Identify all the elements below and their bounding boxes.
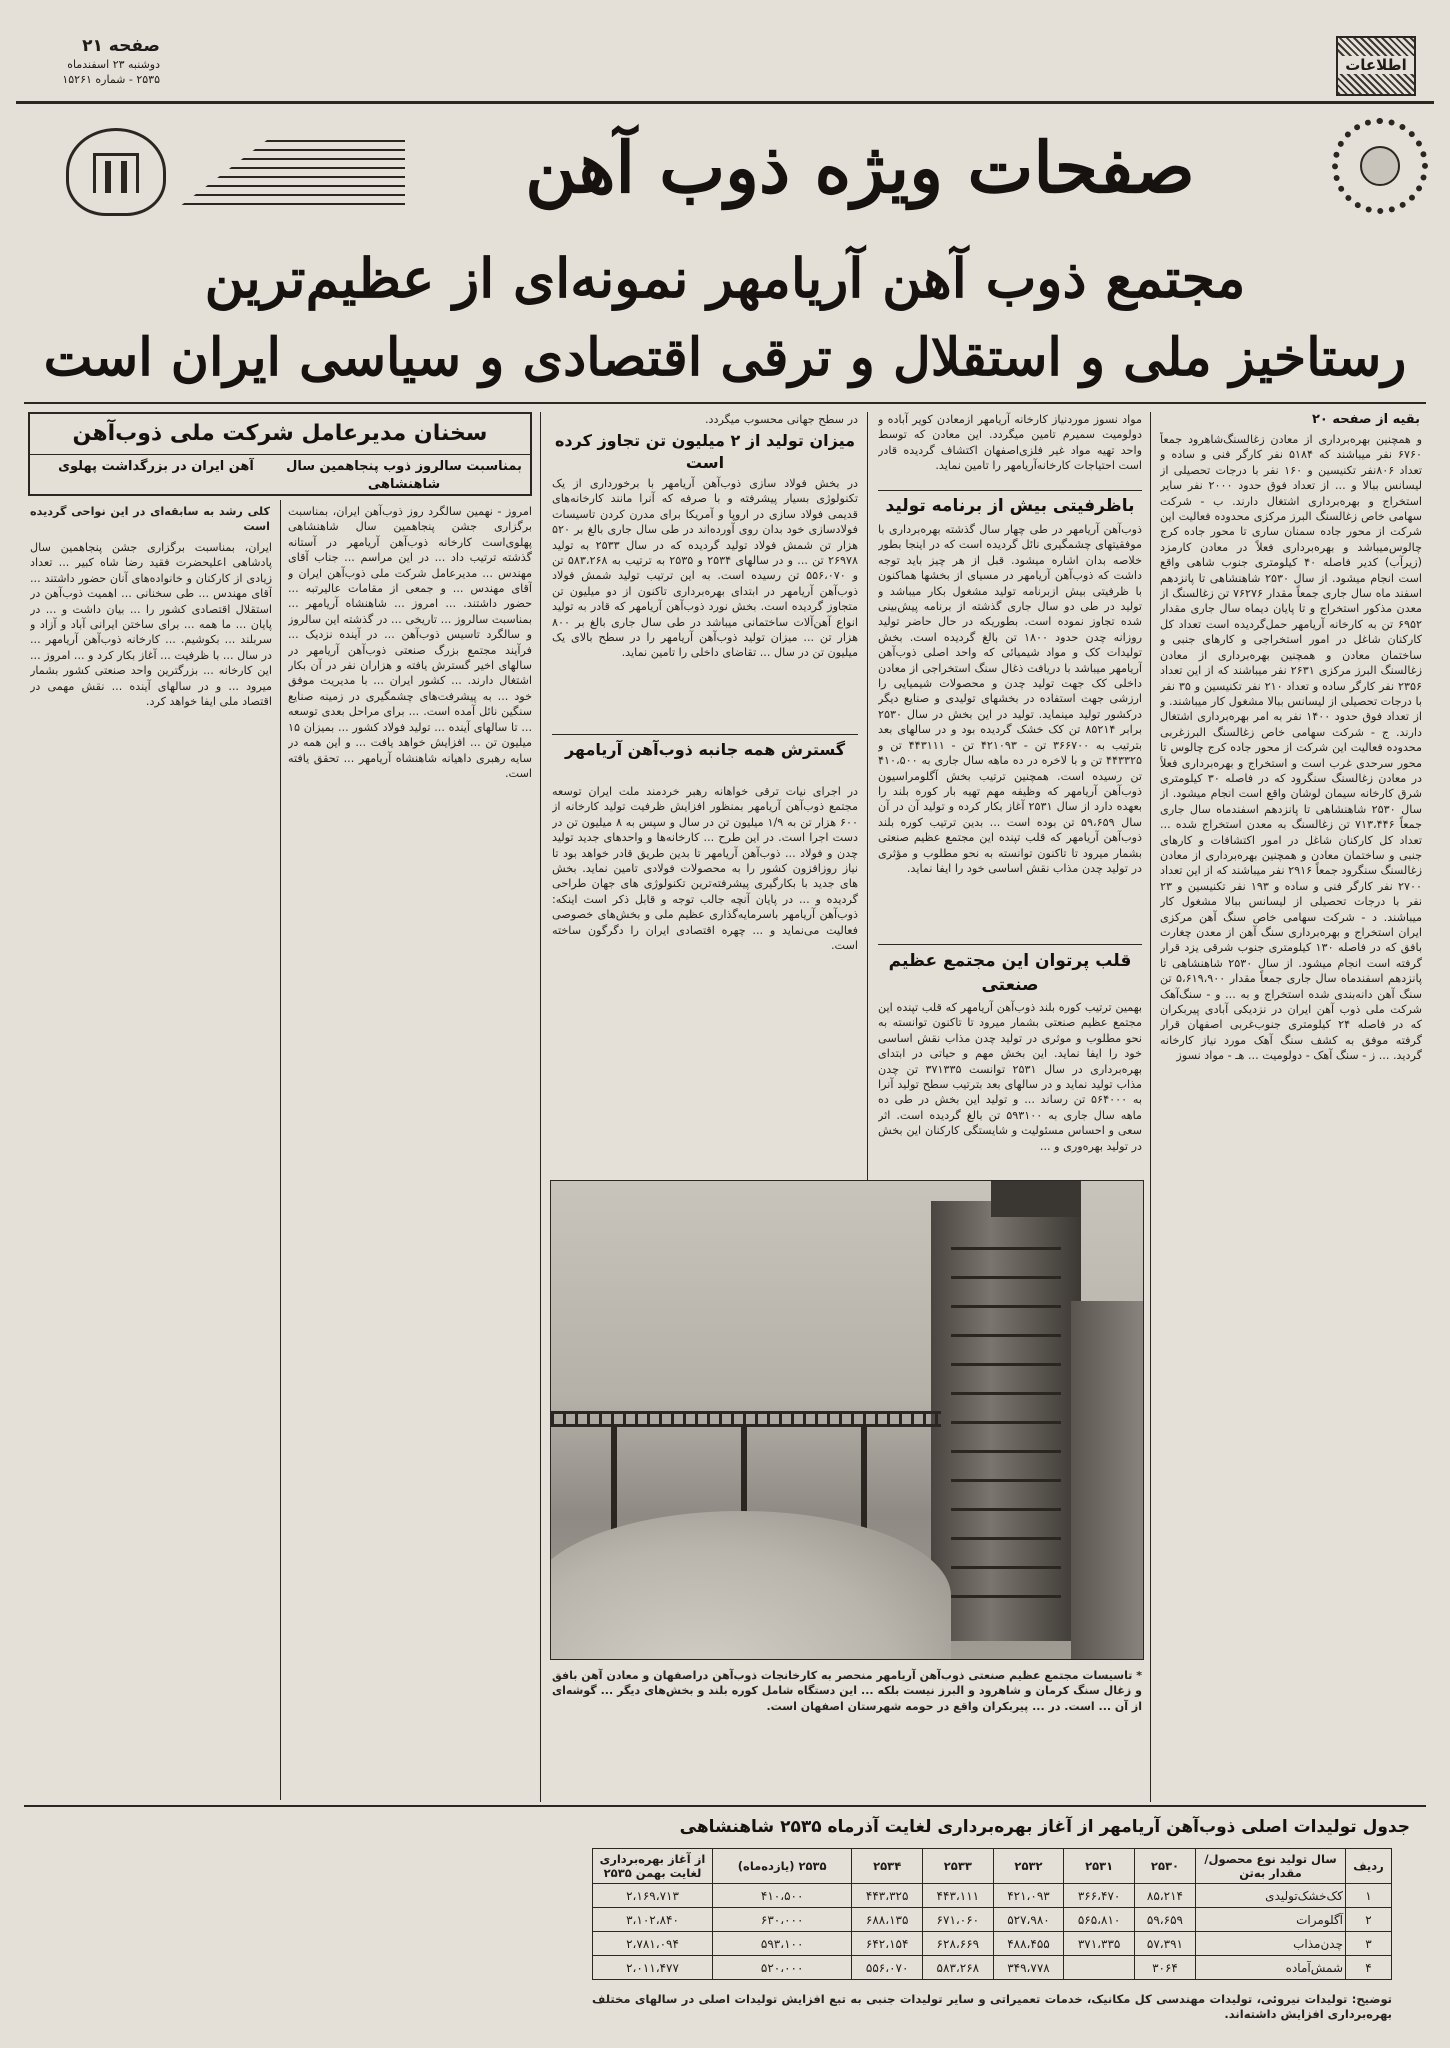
heading-expansion: گسترش همه جانبه ذوب‌آهن آریامهر (552, 734, 858, 761)
headline-line-2: رستاخیز ملی و استقلال و ترقی اقتصادی و سیاسی ایران است (43, 327, 1407, 388)
cell-2534: ۴۴۳،۳۲۵ (852, 1884, 923, 1908)
interview-body-left: ایران، بمناسبت برگزاری جشن پنجاهمین سال پادشاهی اعلیحضرت فقید رضا شاه کبیر ... تعداد زیادی از کارکنان و خانواده‌های آنان حضور داشتند ... آقای مهندس ... طی سخنانی ... اهمیت ذوب‌آهن در استقلال اقتصادی کشور را ... بیان داشت و ... در پایان ... ما همه ... برای ساختن ایرانی آباد و آزاد و سربلند ... بکوشیم. ... کارخانه ذوب‌آهن آریامهر ... در سال ... با ظرفیت ... آغاز بکار کرد و ... امروز ... این کارخانه ... بزرگترین واحد صنعتی کشور بشمار میرود ... و در سالهای آینده ... نقش مهمی در اقتصاد ملی ایفا خواهد کرد. (30, 541, 272, 709)
table-top-rule (24, 1805, 1426, 1807)
cell-total: ۲،۱۶۹،۷۱۳ (593, 1884, 713, 1908)
heading-blast-furnace: قلب پرتوان این مجتمع عظیم صنعتی (878, 944, 1142, 997)
col-header-product: سال تولید نوع محصول/مقدار به‌تن (1196, 1849, 1346, 1884)
col-header-2530: ۲۵۳۰ (1134, 1849, 1195, 1884)
cell-product: چدن‌مذاب (1196, 1932, 1346, 1956)
article-steel-body: در بخش فولاد سازی ذوب‌آهن آریامهر با برخورداری از یک تکنولوژی بسیار پیشرفته و با صرفه که آنرا مانند کارخانه‌های قدیمی فولاد سازی در اروپا و آمریکا برای مدرن کردن تاسیسات فولادسازی خود بدان روی آورده‌اند در طی سال جاری بالغ بر ۵۲۰ هزار تن شمش فولاد تولید گردیده که در سال ۲۵۳۳ به تولید ۲۶۹۷۸ تن ... و در سالهای ۲۵۳۴ و ۲۵۳۵ به ترتیب به ۵۸۳،۲۶۸ تن و ۵۵۶،۰۷۰ تن رسیده است. به این ترتیب تولید شمش فولاد ذوب‌آهن آریامهر در ابتدای بهره‌برداری تاکنون از دو میلیون تن متجاوز گردیده است. بخش نورد ذوب‌آهن آریامهر که قادر به تولید انواع آهن‌آلات ساختمانی میباشد در طی سال جاری بالغ بر ۸۰۰ هزار تن ... میزان تولید ذوب‌آهن آریامهر را در سطح بالای یک میلیون تن در سال ... تقاضای داخلی را تامین نماید. (552, 477, 858, 660)
production-table-footnote: توضیح: تولیدات نیروئی، تولیدات مهندسی کل مکانیک، خدمات تعمیراتی و سایر تولیدات جنبی به تبع افزایش تولیدات اصلی در سالهای مختلف بهره‌برداری افزایش داشته‌اند. (592, 1992, 1392, 2022)
table-row (593, 1908, 1392, 1932)
production-table-wrap (592, 1848, 1392, 1980)
issue-line: ۲۵۳۵ - شماره ۱۵۲۶۱ (62, 73, 160, 86)
headline-line-1: مجتمع ذوب آهن آریامهر نمونه‌ای از عظیم‌ترین (204, 246, 1246, 310)
cell-2531: ۵۶۵،۸۱۰ (1064, 1908, 1135, 1932)
cell-2533: ۶۲۸،۶۶۹ (923, 1932, 994, 1956)
article-capacity-body: ذوب‌آهن آریامهر در طی چهار سال گذشته بهره‌برداری با موفقیتهای چشمگیری نائل گردیده است که در اینجا بطور خلاصه بدان اشاره میشود. قبل از هر چیز باید توجه داشت که ذوب‌آهن آریامهر در مسیای از بخشها هماکنون با ظرفیتی بیش ازبرنامه تولید مشغول بکار میباشد و تولید در طی دو سال جاری گذشته از برنامه پیش‌بینی شده تجاوز نموده است. بطوریکه در حال حاضر تولید روزانه چدن حدود ۱۸۰۰ تن بالغ گردیده است. بخش تولیدات کک و مواد شیمیائی که واحد اصلی ذوب‌آهن آریامهر میباشد با دریافت ذغال سنگ استخراجی از معادن داخلی کک جهت تولید چدن و محصولات شیمیایی را ارزشی جهت استفاده در بخشهای تولیدی و صنایع دیگر درکشور تولید مینماید. تولید در این بخش در سال ۲۵۳۰ برابر ۸۵۲۱۴ تن کک خشک گردیده بود و در سالهای بعد بترتیب به ۳۶۶۷۰۰ تن - ۴۲۱۰۹۳ تن - ۴۴۳۱۱۱ تن و ۴۴۳۳۲۵ تن و با لاخره در ده ماهه سال جاری به ۴۱۰،۵۰۰ تن رسیده است. همچنین ترتیب بخش آگلومراسیون ذوب‌آهن آریامهر که وظیفه مهم تهیه بار کوره بلند را بعهده دارد از سال ۲۵۳۱ آغاز بکار کرده و تولید آن در آن سال ۵۹،۶۵۹ تن بوده است ... بدین ترتیب کوره بلند ذوب‌آهن آریامهر که قلب تپنده این مجتمع عظیم صنعتی بشمار میرود تا تاکنون توانسته به نحو مطلوب و مؤثری در تولید چدن مذاب نقش اساسی خود را ایفا نماید. (878, 523, 1142, 875)
interview-heading: سخنان مدیرعامل شرکت ملی ذوب‌آهن (30, 414, 530, 455)
masthead-logo (1336, 36, 1416, 96)
production-table (592, 1848, 1392, 1980)
cell-num: ۴ (1346, 1956, 1392, 1980)
production-table-header (593, 1849, 1392, 1884)
cell-2532: ۴۸۸،۴۵۵ (993, 1932, 1064, 1956)
cell-2532: ۳۴۹،۷۷۸ (993, 1956, 1064, 1980)
table-row (593, 1956, 1392, 1980)
cell-product: آگلومرات (1196, 1908, 1346, 1932)
col-header-row-num: ردیف (1346, 1849, 1392, 1884)
cell-num: ۳ (1346, 1932, 1392, 1956)
cell-2530: ۳۰۶۴ (1134, 1956, 1195, 1980)
heading-capacity: باظرفیتی بیش از برنامه تولید (878, 490, 1142, 517)
cell-2530: ۸۵،۲۱۴ (1134, 1884, 1195, 1908)
col-header-2531: ۲۵۳۱ (1064, 1849, 1135, 1884)
interview-intro: کلی رشد به سابقه‌ای در این نواحی گردیده است (30, 505, 270, 534)
banner-speedlines (175, 140, 405, 210)
emblem-right (1332, 118, 1428, 214)
interview-subheading-left: آهن ایران در بزرگداشت پهلوی (58, 459, 254, 474)
cell-2534: ۶۴۲،۱۵۴ (852, 1932, 923, 1956)
masthead-rule (16, 101, 1434, 104)
article-refractory-body: مواد نسوز موردنیاز کارخانه آریامهر ازمعادن کویر آباده و دولومیت سمیرم تامین میگردد. این معادن که توسط واحد تهیه مواد غیر فلزی‌اصفهان اکتشاف گردیده قادر است احتیاجات کارخانه‌آریامهر را تامین نماید. (878, 413, 1142, 473)
cell-num: ۲ (1346, 1908, 1392, 1932)
cell-2534: ۵۵۶،۰۷۰ (852, 1956, 923, 1980)
col-header-2535: ۲۵۳۵ (یازده‌ماه) (713, 1849, 852, 1884)
col-header-2532: ۲۵۳۲ (993, 1849, 1064, 1884)
interview-box (28, 412, 532, 496)
cell-2532: ۵۲۷،۹۸۰ (993, 1908, 1064, 1932)
cell-2530: ۵۷،۳۹۱ (1134, 1932, 1195, 1956)
photo-caption: * تاسیسات مجتمع عظیم صنعتی ذوب‌آهن آریامهر منحصر به کارخانجات ذوب‌آهن دراصفهان و معادن آهن بافق و زغال سنگ کرمان و شاهرود و البرز نیست بلکه ... این دستگاه شامل کوره بلند و بخش‌های دیگر ... گوشه‌ای از آن ... است. در ... پیربکران واقع در حومه شهرستان اصفهان است. (552, 1669, 1142, 1713)
cell-2533: ۴۴۳،۱۱۱ (923, 1884, 994, 1908)
masthead-date-block (20, 36, 160, 86)
cell-2532: ۴۲۱،۰۹۳ (993, 1884, 1064, 1908)
cell-2535: ۶۳۰،۰۰۰ (713, 1908, 852, 1932)
cell-2531: ۳۷۱،۳۳۵ (1064, 1932, 1135, 1956)
cell-2535: ۵۲۰،۰۰۰ (713, 1956, 852, 1980)
interview-body-right: امروز - نهمین سالگرد روز ذوب‌آهن ایران، بمناسبت برگزاری جشن پنجاهمین سال شاهنشاهی پهلوی‌است کارخانه ذوب‌آهن آریامهر در آستانه گذشته ترتیب داد ... در این مراسم ... جناب آقای مهندس ... مدیرعامل شرکت ملی ذوب‌آهن ایران و آقای مهندس ... و جمعی از مقامات عالیرتبه ... حضور داشتند. ... امروز ... شاهنشاه آریامهر ... بمناسبت سالروز ... تاریخی ... در گذشته این سالروز و سالگرد تاسیس ذوب‌آهن ... در آینده نزدیک ... فرآیند مجتمع بزرگ صنعتی ذوب‌آهن آریامهر در سالهای اخیر گسترش یافته و هزاران نفر در آن بکار اشتغال دارند. ... کشور ایران ... با مدیریت موفق خود ... به پیشرفت‌های چشمگیری در زمینه صنایع سنگین نائل آمده است. ... برای مراحل بعدی توسعه ... تا سالهای آینده ... تولید فولاد کشور ... بمیزان ۱۵ میلیون تن ... افزایش خواهد یافت ... و این همه در سایه رهبری داهیانه شاهنشاه آریامهر ... تحقق یافته است. (288, 505, 532, 780)
steel-plant-photo (550, 1180, 1144, 1660)
cell-2531: ۳۶۶،۴۷۰ (1064, 1884, 1135, 1908)
col-header-2533: ۲۵۳۳ (923, 1849, 994, 1884)
page-label: صفحه ۲۱ (82, 36, 160, 56)
production-table-title: جدول تولیدات اصلی ذوب‌آهن آریامهر از آغاز بهره‌برداری لغایت آذرماه ۲۵۳۵ شاهنشاهی (679, 1817, 1410, 1837)
headline-rule (24, 402, 1426, 404)
col-header-total: از آغاز بهره‌برداری لغایت بهمن ۲۵۳۵ (593, 1849, 713, 1884)
article-expansion-body: در اجرای نیات ترقی خواهانه رهبر خردمند ملت ایران توسعه مجتمع ذوب‌آهن آریامهر بمنظور افزایش ظرفیت تولید کارخانه از ۶۰۰ هزار تن به ۱/۹ میلیون تن در سال و سپس به ۸ میلیون تن در دست اجرا است. در این طرح ... کارخانه‌ها و واحدهای جدید تولید چدن و فولاد ... ذوب‌آهن آریامهر تا بدین طریق قادر خواهد بود تا نیاز روزافزون کشور را به محصولات فولادی تامین نماید. بخش های جدید با بکارگیری پیشرفته‌ترین تکنولوژی های جهان طراحی گردیده و ... در پایان آنچه جالب توجه و قابل ذکر است اینکه: ذوب‌آهن آریامهر باسرمایه‌گذاری عظیم ملی و بخش‌های خصوصی فعالیت می‌نماید و ... چهره اقتصادی ایران را دگرگون ساخته است. (552, 785, 858, 953)
date-line: دوشنبه ۲۳ اسفندماه (67, 58, 160, 71)
continuation-label: بقیه از صفحه ۲۰ (1312, 412, 1420, 427)
cell-product: کک‌خشک‌تولیدی (1196, 1884, 1346, 1908)
col-header-2534: ۲۵۳۴ (852, 1849, 923, 1884)
cell-2535: ۵۹۳،۱۰۰ (713, 1932, 852, 1956)
masthead-logo-text: اطلاعات (1338, 56, 1414, 74)
banner-title: صفحات ویژه ذوب آهن (525, 126, 1195, 209)
column-rule (280, 500, 281, 1800)
cell-2533: ۵۸۳،۲۶۸ (923, 1956, 994, 1980)
cell-2535: ۴۱۰،۵۰۰ (713, 1884, 852, 1908)
cell-total: ۲،۷۸۱،۰۹۴ (593, 1932, 713, 1956)
cell-2533: ۶۷۱،۰۶۰ (923, 1908, 994, 1932)
table-row (593, 1884, 1392, 1908)
interview-subheading-right: بمناسبت سالروز ذوب پنجاهمین سال شاهنشاهی (286, 459, 522, 492)
column-rule (540, 412, 541, 1802)
article-coal-mines-body: و همچنین بهره‌برداری از معادن زغالسنگ‌شاهرود جمعاً ۶۷۶۰ نفر میباشند که ۵۱۸۴ نفر کارگر فنی و ساده و تعداد ۸۰۶نفر تکنیسین و ۱۶۰ نفر با درجات تحصیلی از لیسانس ببالا و ... از تعداد فوق حدود ۲۰۰۰ نفر سایر استخراج و بهره‌برداری اشتغال دارند. ب - شرکت سهامی خاص زغالسنگ البرز مرکزی محدوده فعالیت این شرکت از محور جاده سمنان ساری تا محور جاده کرج چالوس‌میباشد و بهره‌برداری فعلاً در معادن کارمزد (زیرآب) کدیر فاصله ۴۰ کیلومتری جنوب شاهی واقع است انجام میشود. از سال ۲۵۳۰ شاهنشاهی تا پانزدهم اسفند ماه سال جاری جمعاً مقدار ۷۶۲۷۶ تن زغالسنگ از معدن مذکور استخراج و تا پایان دیماه سال جاری مقدار ۶۹۵۲ تن به کارخانه آریامهر حمل‌گردیده است تعداد کل کارکنان شاغل در امور استخراجی و کارهای جنبی و ساختمان معادن و همچنین بهره‌برداری از معادن زغالسنگ البرز مرکزی ۲۶۳۱ نفر میباشند که از این تعداد ۲۳۵۶ نفر کارگر ساده و تعداد ۲۱۰ نفر تکنیسین و ۳۵ نفر با درجات تحصیلی از لیسانس ببالا مشغول کار میباشند. و از تعداد فوق حدود ۱۴۰۰ نفر به امر بهره‌برداری اشتغال دارند. ج - شرکت سهامی خاص زغالسنگ البرزغربی محدوده فعالیت این شرکت از محور جاده کرج چالوس تا محور سرحدی غرب است و استخراج و بهره‌برداری فعلاً در معادن زغالسنگ سنگرود که در فاصله ۳۰ کیلومتری شرق کارخانه سیمان لوشان واقع است انجام میشود. از سال ۲۵۳۰ شاهنشاهی تا پانزدهم اسفندماه سال جاری جمعاً ۷۱۳،۴۴۶ تن زغالسنگ به معدن استخراج شده ... تعداد کل کارکنان شاغل در امور اکتشافات و کارهای جنبی و ساختمان معادن و همچنین بهره‌برداری از معادن زغالسنگ سنگرود جمعاً ۲۹۱۶ نفر میباشند که از این تعداد ۲۷۰۰ نفر کارگر فنی و ساده و ۱۹۳ نفر تکنیسین و ۲۳ نفر با درجات تحصیلی از لیسانس ببالا مشغول کار میباشند. د - شرکت سهامی خاص سنگ آهن مرکزی ایران استخراج و بهره‌برداری سنگ آهن از معدن چغارت بافق که در فاصله ۱۳۰ کیلومتری جنوب شرقی یزد قرار گرفته است انجام میشود. از سال ۲۵۳۰ شاهنشاهی تا پانزدهم اسفندماه سال جاری جمعاً مقدار ۵،۶۱۹،۹۰۰ تن سنگ آهن دانه‌بندی شده استخراج و به ... و - سنگ‌آهک شرکت ملی ذوب آهن ایران در نزدیکی آبادی پیربکران که در فاصله ۲۴ کیلومتری جنوب‌غربی اصفهان قرار گرفته موفق به کشف سنگ آهک مورد نیاز کارخانه گردید. ... ز - سنگ آهک - دولومیت ... هـ - مواد نسوز (1160, 433, 1422, 1063)
cell-total: ۲،۰۱۱،۴۷۷ (593, 1956, 713, 1980)
article-blast-furnace-body: بهمین ترتیب کوره بلند ذوب‌آهن آریامهر که قلب تپنده این مجتمع عظیم صنعتی بشمار میرود تا تاکنون توانسته به نحو مطلوب و موثری در تولید چدن مذاب نقش اساسی خود را ایفا نماید. این بخش مهم و حیاتی در ابتدای بهره‌برداری در سال ۲۵۳۱ توانست ۳۷۱۳۳۵ تن چدن مذاب تولید نماید و در سالهای بعد بترتیب سطح تولید آنرا به ۵۶۴۰۰۰ تن رساند ... و تولید این بخش در طی ده ماهه سال جاری به ۵۹۳۱۰۰ تن بالغ گردیده است. اثر سعی و احساس مسئولیت و شایستگی کارکنان این بخش در تولید بهره‌وری و ... (878, 1001, 1142, 1153)
heading-two-million: میزان تولید از ۲ میلیون تن تجاوز کرده است (554, 431, 856, 472)
table-row (593, 1932, 1392, 1956)
cell-2534: ۶۸۸،۱۳۵ (852, 1908, 923, 1932)
column-rule (867, 412, 868, 1182)
emblem-left (66, 128, 166, 216)
cell-num: ۱ (1346, 1884, 1392, 1908)
article-global-level: در سطح جهانی محسوب میگردد. (704, 413, 858, 426)
cell-2531 (1064, 1956, 1135, 1980)
column-rule (1150, 412, 1151, 1802)
cell-product: شمش‌آماده (1196, 1956, 1346, 1980)
cell-2530: ۵۹،۶۵۹ (1134, 1908, 1195, 1932)
cell-total: ۳،۱۰۲،۸۴۰ (593, 1908, 713, 1932)
